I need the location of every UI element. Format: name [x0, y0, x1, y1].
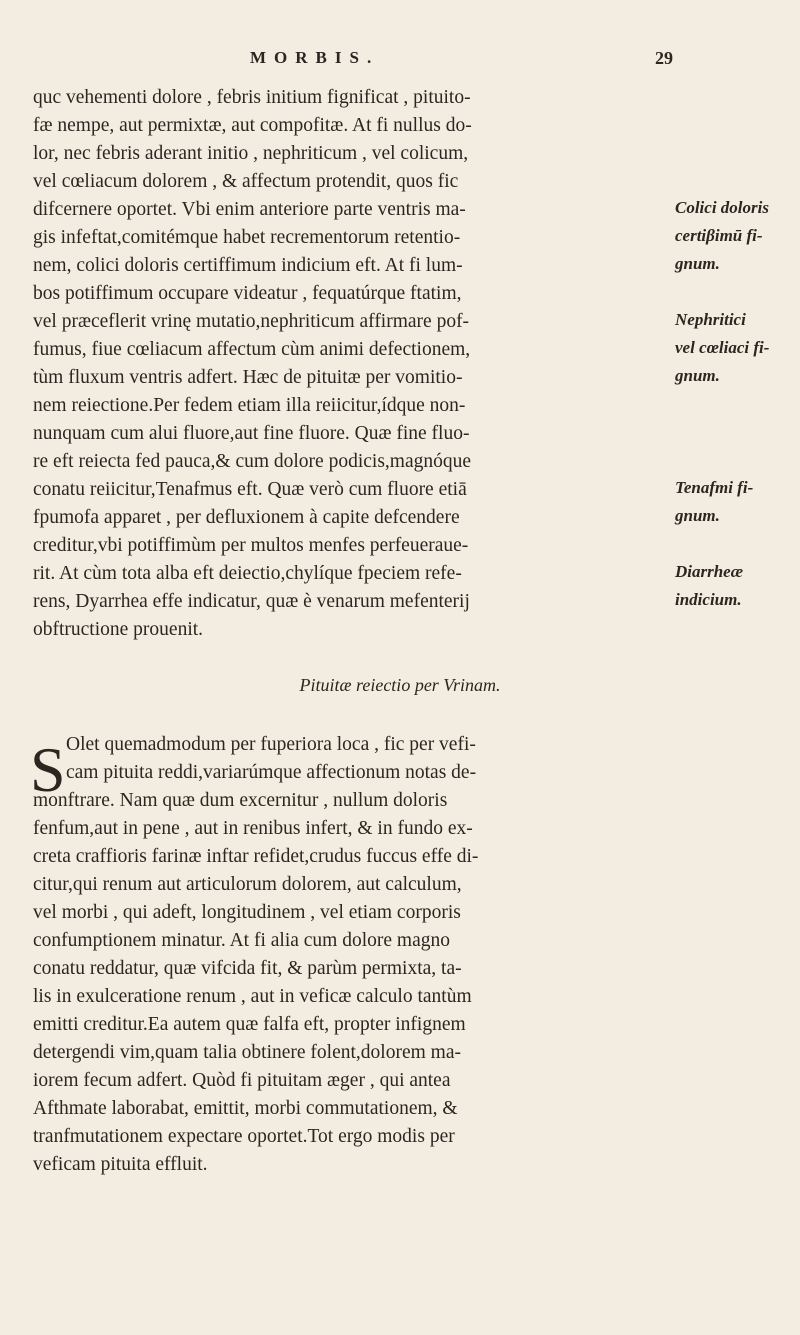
text-line: iorem fecum adfert. Quòd fi pituitam æger , qui antea	[33, 1070, 451, 1091]
text-line: fumus, fiue cœliacum affectum cùm animi defectionem,	[33, 339, 471, 360]
text-line: citur,qui renum aut articulorum dolorem, aut calculum,	[33, 874, 462, 895]
margin-note: Colici doloris	[675, 198, 769, 217]
text-line: difcernere oportet. Vbi enim anteriore parte ventris ma-	[33, 199, 466, 220]
text-line: quc vehementi dolore , febris initium fignificat , pituito-	[33, 87, 471, 108]
text-line: vel præceflerit vrinę mutatio,nephriticum affirmare pof-	[33, 311, 470, 332]
text-line: conatu reddatur, quæ vifcida fit, & parùm permixta, ta-	[33, 958, 462, 979]
text-line: fenfum,aut in pene , aut in renibus infert, & in fundo ex-	[33, 818, 473, 839]
margin-note: Nephritici	[675, 310, 746, 329]
running-head: MORBIS.	[250, 48, 380, 67]
text-line: conatu reiicitur,Tenafmus eft. Quæ verò cum fluore etiā	[33, 479, 467, 500]
margin-note: indicium.	[675, 590, 742, 609]
page-number: 29	[655, 48, 673, 68]
margin-note: Diarrheæ	[675, 562, 744, 581]
text-line: rens, Dyarrhea effe indicatur, quæ è venarum mefenterij	[33, 591, 470, 612]
margin-note: Tenafmi fi-	[675, 478, 754, 497]
text-line: rit. At cùm tota alba eft deiectio,chylíque fpeciem refe-	[33, 563, 462, 584]
text-line: bos potiffimum occupare videatur , fequatúrque ftatim,	[33, 283, 462, 304]
text-line: confumptionem minatur. At fi alia cum dolore magno	[33, 930, 450, 951]
margin-note: gnum.	[675, 254, 720, 273]
text-line: emitti creditur.Ea autem quæ falfa eft, propter infignem	[33, 1014, 466, 1035]
text-line: nem reiectione.Per fedem etiam illa reiicitur,ídque non-	[33, 395, 466, 416]
text-line: lor, nec febris aderant initio , nephriticum , vel colicum,	[33, 143, 469, 164]
text-line: fpumofa apparet , per defluxionem à capite defcendere	[33, 507, 460, 528]
text-line: detergendi vim,quam talia obtinere folent,dolorem ma-	[33, 1042, 461, 1063]
text-line: gis infeftat,comitémque habet recrementorum retentio-	[33, 227, 461, 248]
margin-note: gnum.	[675, 366, 720, 385]
text-line: re eft reiecta fed pauca,& cum dolore podicis,magnóque	[33, 451, 472, 472]
margin-note: certiβimū fi-	[675, 226, 763, 245]
text-line: veficam pituita effluit.	[33, 1154, 208, 1175]
text-line: tùm fluxum ventris adfert. Hæc de pituitæ per vomitio-	[33, 367, 463, 388]
text-line: fæ nempe, aut permixtæ, aut compofitæ. At fi nullus do-	[33, 115, 472, 136]
margin-note: gnum.	[675, 506, 720, 525]
text-line: Olet quemadmodum per fuperiora loca , fic per vefi-	[66, 734, 476, 755]
text-line: obftructione prouenit.	[33, 619, 204, 640]
margin-note: vel cœliaci fi-	[675, 338, 770, 357]
text-line: Afthmate laborabat, emittit, morbi commutationem, &	[33, 1098, 458, 1119]
text-line: vel cœliacum dolorem , & affectum protendit, quos fic	[33, 171, 459, 192]
page-header	[0, 48, 800, 84]
drop-cap: S	[30, 734, 66, 805]
text-line: cam pituita reddi,variarúmque affectionum notas de-	[66, 762, 477, 783]
text-line: nem, colici doloris certiffimum indicium eft. At fi lum-	[33, 255, 463, 276]
text-line: nunquam cum alui fluore,aut fine fluore. Quæ fine fluo-	[33, 423, 470, 444]
text-line: tranfmutationem expectare oportet.Tot ergo modis per	[33, 1126, 455, 1147]
text-line: lis in exulceratione renum , aut in veficæ calculo tantùm	[33, 986, 472, 1007]
section-heading: Pituitæ reiectio per Vrinam.	[299, 675, 501, 695]
text-line: creditur,vbi potiffimùm per multos menfes perfeueraue-	[33, 535, 469, 556]
text-line: monftrare. Nam quæ dum excernitur , nullum doloris	[33, 790, 448, 811]
text-line: creta craffioris farinæ inftar refidet,crudus fuccus effe di-	[33, 846, 479, 867]
text-line: vel morbi , qui adeft, longitudinem , vel etiam corporis	[33, 902, 461, 923]
